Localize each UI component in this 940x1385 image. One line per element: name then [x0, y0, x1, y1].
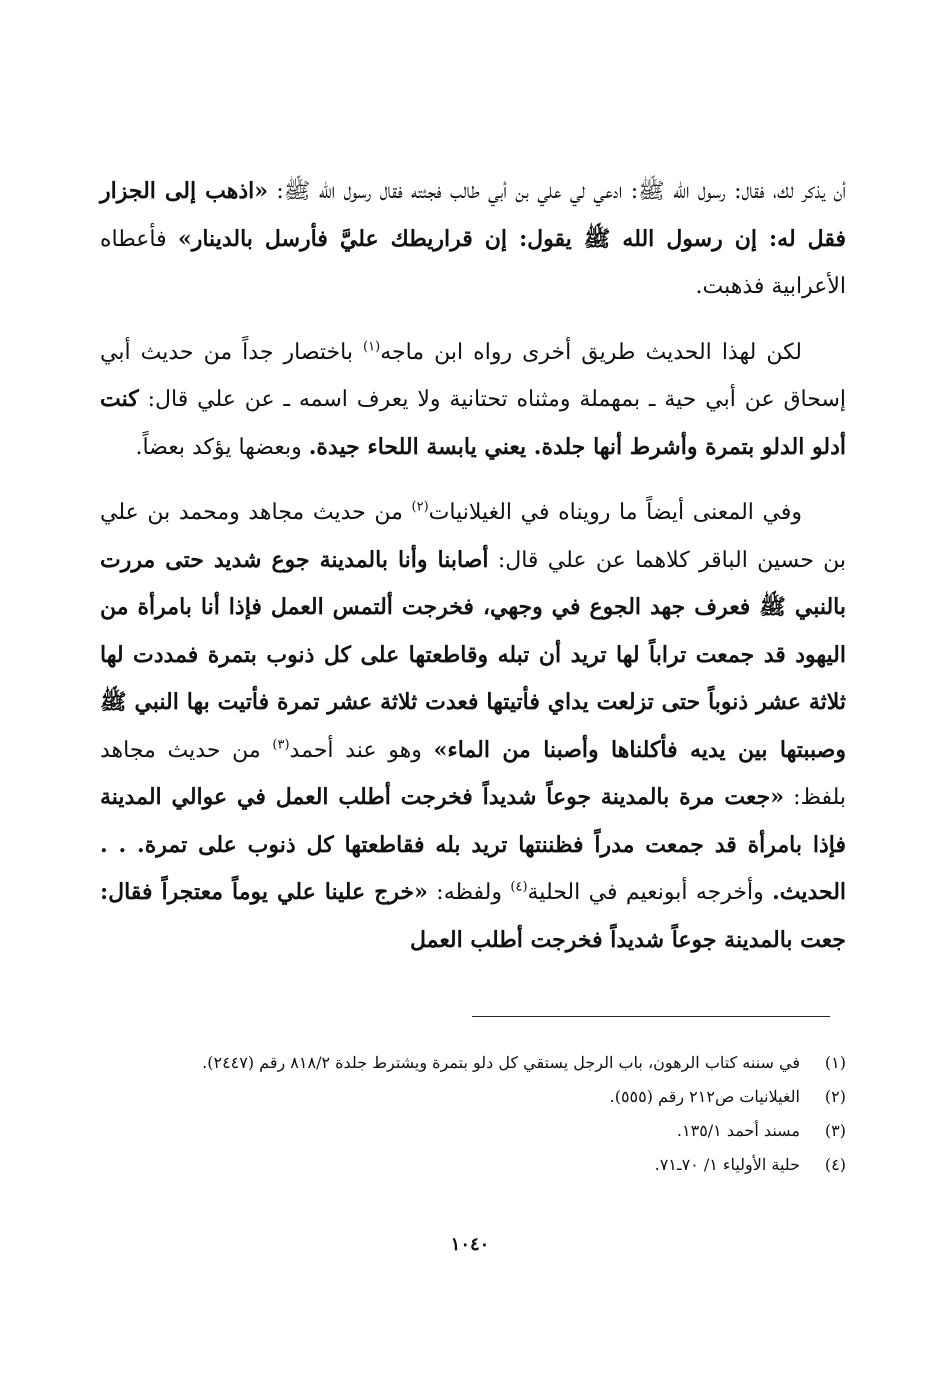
paragraph-3-text-1: وفي المعنى أيضاً ما رويناه في الغيلانيات: [428, 500, 802, 525]
paragraph-3: [100, 489, 846, 964]
footnote-separator: [472, 1016, 830, 1017]
paragraph-1-quote: «اذهب إلى الجزار فقل له: إن رسول الله ﷺ يقول: إن قراريطك عليَّ فأرسل بالدينار»: [100, 178, 846, 252]
footnote-text: حلية الأولياء ١/ ٧٠ـ٧١.: [654, 1155, 800, 1174]
paragraph-1-text-2: فأعطاه الأعرابية فذهبت.: [100, 226, 846, 299]
footnote-text: في سننه كتاب الرهون، باب الرجل يستقي كل دلو بتمرة ويشترط جلدة ٨١٨/٢ رقم (٢٤٤٧).: [202, 1053, 800, 1072]
footnotes: [100, 1046, 846, 1182]
paragraph-2-text-2: باختصار جداً من حديث أبي إسحاق عن أبي حية ـ بمهملة ومثناه تحتانية ولا يعرف اسمه ـ عن علي قال:: [100, 339, 846, 412]
paragraph-2-quote: كنت أدلو الدلو بتمرة وأشرط أنها جلدة. يعني يابسة اللحاء جيدة.: [100, 386, 846, 460]
paragraph-2-text-3: وبعضها يؤكد بعضاً.: [135, 434, 309, 460]
footnote-ref-3[interactable]: (٣): [272, 737, 290, 753]
paragraph-3-text-5: وأخرجه أبونعيم في الحلية: [527, 880, 773, 905]
footnote-text: الغيلانيات ص٢١٢ رقم (٥٥٥).: [609, 1087, 800, 1106]
footnote-ref-4[interactable]: (٤): [510, 879, 528, 895]
page-number: ١٠٤٠: [450, 1234, 490, 1255]
footnote-text: مسند أحمد ١٣٥/١.: [676, 1121, 800, 1140]
footnote-4: [100, 1148, 846, 1182]
page-body: [100, 168, 846, 964]
paragraph-2-text-1: لكن لهذا الحديث طريق أخرى رواه ابن ماجه: [380, 339, 802, 365]
footnote-number: (٢): [824, 1087, 846, 1106]
footnote-2: [100, 1080, 846, 1114]
paragraph-1-text-1: أن يذكر لك، فقال: رسول الله ﷺ: ادعي لي علي بن أبي طالب فجئته فقال رسول الله ﷺ:: [267, 179, 846, 204]
footnote-number: (١): [824, 1053, 846, 1072]
paragraph-1: [100, 168, 846, 311]
footnote-number: (٤): [824, 1155, 846, 1174]
footnote-1: [100, 1046, 846, 1080]
paragraph-3-quote-1: أصابنا وأنا بالمدينة جوع شديد حتى مررت بالنبي ﷺ فعرف جهد الجوع في وجهي، فخرجت ألتمس العمل فإذا أنا بامرأة من اليهود قد جمعت تراباً لها تريد أن تبله وقاطعتها على كل ذنوب بتمرة فمددت لها ثلاثة عشر ذنوباً حتى تزلعت يداي فأتيتها فعدت ثلاثة عشر تمرة فأتيت بها النبي ﷺ وصببتها بين يديه فأكلناها وأصبنا من الماء»: [100, 546, 846, 763]
paragraph-3-quote-3: «خرج علينا علي يوماً معتجراً فقال: جعت بالمدينة جوعاً شديداً فخرجت أطلب العمل: [100, 879, 846, 953]
footnote-ref-1[interactable]: (١): [363, 339, 381, 355]
paragraph-3-quote-2: «جعت مرة بالمدينة جوعاً شديداً فخرجت أطلب العمل في عوالي المدينة فإذا بامرأة قد جمعت مدراً فظننتها تريد بله فقاطعتها كل ذنوب على تمرة. . . الحديث.: [100, 784, 847, 905]
footnote-number: (٣): [824, 1121, 846, 1140]
paragraph-3-text-3: وهو عند أحمد: [289, 737, 434, 763]
paragraph-3-text-2: من حديث مجاهد ومحمد بن علي بن حسين الباقر كلاهما عن علي قال:: [100, 500, 846, 573]
paragraph-3-text-6: ولفظه:: [427, 880, 511, 905]
footnote-ref-2[interactable]: (٢): [411, 499, 429, 515]
paragraph-2: [100, 329, 846, 472]
footnote-3: [100, 1114, 846, 1148]
paragraph-3-text-4: من حديث مجاهد بلفظ:: [100, 737, 847, 810]
